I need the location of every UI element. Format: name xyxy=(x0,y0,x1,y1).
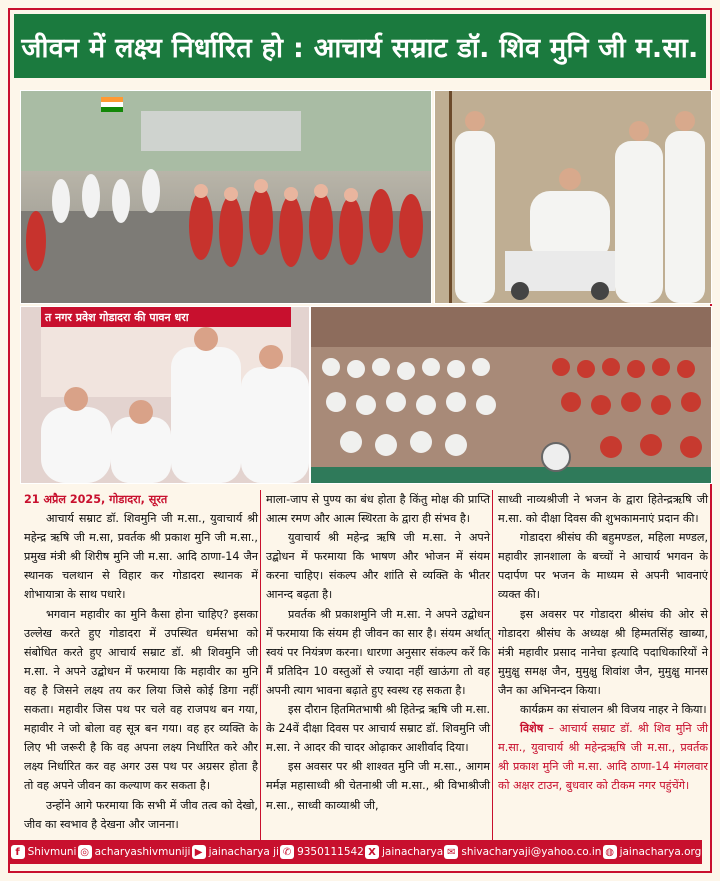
column-divider xyxy=(492,490,493,850)
article-paragraph: उन्होंने आगे फरमाया कि सभी में जीव तत्व को देखो, जीव का स्वभाव है देखना और जानना। xyxy=(24,798,258,831)
whatsapp-icon: ✆ xyxy=(280,845,294,859)
article-paragraph: इस अवसर पर गोडादरा श्रीसंघ की ओर से गोडादरा श्रीसंघ के अध्यक्ष श्री हिम्मतसिंह खाब्या, मंत्री महावीर प्रसाद नानेचा इत्यादि पदाधिकारियों ने मुमुक्षु समक्ष जैन, मुमुक्षु शिवांश जैन, मुमुक्षु मानस जैन का अभिनन्दन किया। xyxy=(498,607,708,697)
footer-web-text: jainacharya.org xyxy=(619,846,702,858)
article-column-1 xyxy=(24,490,258,834)
article-paragraph: इस अवसर पर श्री शाश्वत मुनि जी म.सा., आगम मर्मज्ञ महासाध्वी श्री चेतनाश्री जी म.सा., श्री विभाश्रीजी म.सा., साध्वी काव्याश्री जी, xyxy=(266,760,490,812)
page-title: जीवन में लक्ष्य निर्धारित हो : आचार्य सम्राट डॉ. शिव मुनि जी म.सा. xyxy=(21,32,699,64)
instagram-icon: ◎ xyxy=(78,845,92,859)
article-paragraph: इस दौरान हितमितभाषी श्री हितेन्द्र ऋषि जी म.सा. के 24वें दीक्षा दिवस पर आचार्य सम्राट डॉ. शिवमुनि जी म.सा. ने आदर की चादर ओढ़ाकर आशीर्वाद दिया। xyxy=(266,703,490,755)
footer-instagram-text: acharyashivmuniji xyxy=(94,846,191,858)
footer-facebook[interactable] xyxy=(11,845,77,859)
article-column-2 xyxy=(266,490,490,815)
footer-whatsapp-text: 9350111542 xyxy=(297,846,364,858)
column-divider xyxy=(260,490,261,850)
assembly-illustration xyxy=(311,307,711,483)
footer-x[interactable] xyxy=(365,845,443,859)
acharya-photo xyxy=(434,90,712,304)
article-paragraph: कार्यक्रम का संचालन श्री विजय नाहर ने किया। xyxy=(520,703,707,717)
youtube-icon: ▶ xyxy=(192,845,206,859)
footer-youtube[interactable] xyxy=(192,845,279,859)
facebook-icon: f xyxy=(11,845,25,859)
footer-youtube-text: jainacharya ji xyxy=(208,846,279,858)
footer-whatsapp[interactable] xyxy=(280,845,364,859)
special-note-text: – आचार्य सम्राट डॉ. श्री शिव मुनि जी म.सा., युवाचार्य श्री महेन्द्रऋषि जी म.सा., प्रवर्तक श्री प्रकाश मुनि जी म.सा. आदि ठाणा-14 मंगलवार को अक्षर टाउन, बुधवार को टीकम नगर पहुंचेंगे। xyxy=(498,722,708,793)
welcome-photo xyxy=(20,306,310,484)
footer-web[interactable] xyxy=(603,845,702,859)
article-paragraph: साध्वी नाव्यश्रीजी ने भजन के द्वारा हितेन्द्रऋषि जी म.सा. को दीक्षा दिवस की शुभकामनाएं प्रदान की। xyxy=(498,493,708,526)
footer-facebook-text: Shivmuni xyxy=(27,846,77,858)
special-note xyxy=(498,719,708,795)
article-paragraph: आचार्य सम्राट डॉ. शिवमुनि जी म.सा., युवाचार्य श्री महेन्द्र ऋषि जी म.सा, प्रवर्तक श्री प्रकाश मुनि जी म.सा., प्रमुख मंत्री श्री शिरीष मुनि जी म.सा. आदि ठाणा-14 जैन स्थानक चलथान से विहार कर गोडादरा स्थानक में शोभायात्रा के साथ पधारे। xyxy=(24,512,258,602)
footer-x-text: jainacharya xyxy=(382,846,444,858)
page-frame xyxy=(8,8,712,873)
acharya-illustration xyxy=(435,91,711,303)
article-column-3 xyxy=(498,490,708,796)
article-paragraph: माला-जाप से पुण्य का बंध होता है किंतु मोक्ष की प्राप्ति आत्म रमण और आत्म स्थिरता के द्वारा ही संभव है। xyxy=(266,493,490,526)
assembly-photo xyxy=(310,306,712,484)
dateline: 21 अप्रैल 2025, गोडादरा, सूरत xyxy=(24,493,168,506)
article-paragraph: भगवान महावीर का मुनि कैसा होना चाहिए? इसका उल्लेख करते हुए गोडादरा में उपस्थित धर्मसभा को संबोधित करते हुए आचार्य सम्राट डॉ. श्री शिवमुनि जी म.सा. ने अपने उद्बोधन में फरमाया कि महावीर का मुनि वह है जिसने लक्ष्य तय कर लिया जिसे कोई डिगा नहीं सकता। महावीर जिस पथ पर चले वह राजपथ बन गया, महावीर ने जो बोला वह सूत्र बन गया। वह हर व्यक्ति के लिए भी जरूरी है कि वह अपना लक्ष्य निर्धारित करे और लक्ष्य निर्धारित कर वह अगर उस पथ पर अग्रसर होता है तो वह अपने जीवन का कल्याण कर सकता है। xyxy=(24,607,258,793)
email-icon: ✉ xyxy=(444,845,458,859)
footer-instagram[interactable] xyxy=(78,845,191,859)
article-paragraph: गोडादरा श्रीसंघ की बहुमण्डल, महिला मण्डल, महावीर ज्ञानशाला के बच्चों ने आचार्य भगवन के पदार्पण पर भजन के माध्यम से अपनी भावनाएं व्यक्त की। xyxy=(498,531,708,602)
welcome-illustration xyxy=(21,307,309,483)
x-icon: X xyxy=(365,845,379,859)
procession-illustration xyxy=(21,91,431,303)
web-icon: ◍ xyxy=(603,845,617,859)
footer-email[interactable] xyxy=(444,845,601,859)
article-paragraph: युवाचार्य श्री महेन्द्र ऋषि जी म.सा. ने अपने उद्बोधन में फरमाया कि भाषण और भोजन में संयम करना चाहिए। संकल्प और शांति से व्यक्ति के भीतर आनन्द बढ़ता है। xyxy=(266,531,490,602)
article-paragraph: प्रवर्तक श्री प्रकाशमुनि जी म.सा. ने अपने उद्बोधन में फरमाया कि संयम ही जीवन का सार है। संयम अर्थात् स्वयं पर नियंत्रण करना। धारणा अनुसार संकल्प करें कि मैं प्रतिदिन 10 वस्तुओं से ज्यादा नहीं खाऊंगा तो वह अपनी त्याग भावना बढ़ाते हुए स्वस्थ रह सकता है। xyxy=(266,607,490,697)
headline-banner xyxy=(14,14,706,78)
welcome-banner-text: त नगर प्रवेश गोडादरा की पावन धरा xyxy=(45,311,189,324)
procession-photo xyxy=(20,90,432,304)
footer-email-text: shivacharyaji@yahoo.co.in xyxy=(461,846,602,858)
social-footer xyxy=(10,840,702,864)
special-note-label: विशेष xyxy=(520,722,544,736)
